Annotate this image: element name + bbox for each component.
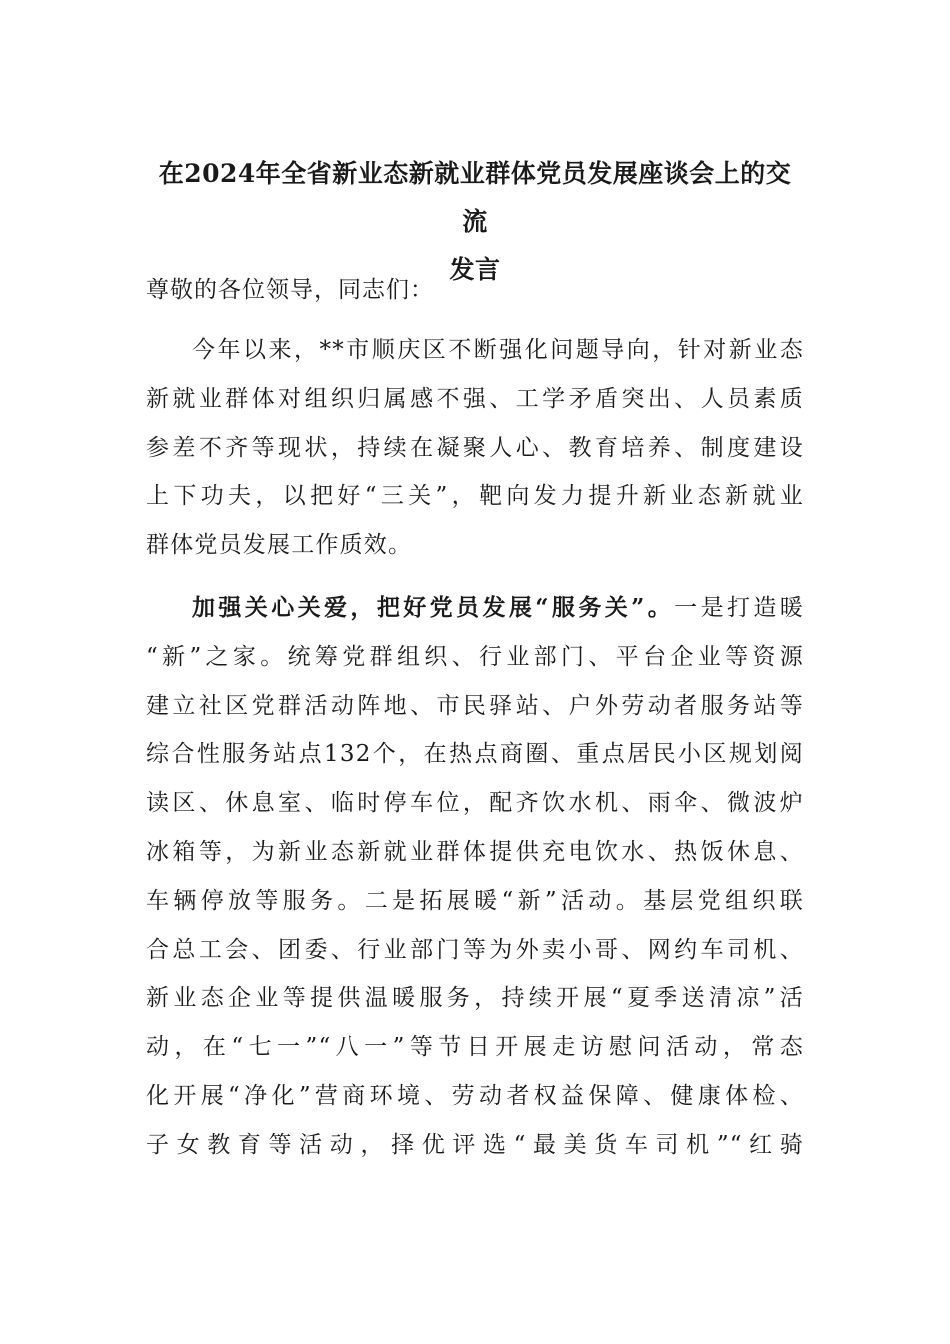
paragraph-line: 新业态企业等提供温暖服务，持续开展“夏季送清凉”活 [146,985,804,1012]
paragraph-line: 上下功夫，以把好“三关”，靶向发力提升新业态新就业 [146,483,804,510]
section-heading: 加强关心关爱，把好党员发展“服务关”。 [192,594,675,621]
title-line-1: 在2024年全省新业态新就业群体党员发展座谈会上的交流 [158,159,792,236]
salutation: 尊敬的各位领导，同志们： [146,277,434,303]
paragraph-line: 群体党员发展工作质效。 [146,532,413,559]
paragraph-intro [146,326,804,570]
paragraph-line: 综合性服务站点132个，在热点商圈、重点居民小区规划阅 [146,741,804,768]
paragraph-line: 参差不齐等现状，持续在凝聚人心、教育培养、制度建设 [146,434,804,461]
paragraph-line: 今年以来，**市顺庆区不断强化问题导向，针对新业态 [192,337,804,363]
paragraph-service [146,584,804,1170]
paragraph-line: 读区、休息室、临时停车位，配齐饮水机、雨伞、微波炉 [146,790,804,817]
paragraph-line: 建立社区党群活动阵地、市民驿站、户外劳动者服务站等 [146,692,804,719]
paragraph-line: 动，在“七一”“八一”等节日开展走访慰问活动，常态 [146,1034,804,1061]
paragraph-line: 车辆停放等服务。二是拓展暖“新”活动。基层党组织联 [146,887,804,914]
paragraph-line: 新就业群体对组织归属感不强、工学矛盾突出、人员素质 [146,385,804,412]
paragraph-line: 冰箱等，为新业态新就业群体提供充电饮水、热饭休息、 [146,838,804,865]
paragraph-first-line [146,584,804,633]
title-line-2: 发言 [449,255,501,284]
heading-continuation: 一是打造暖 [674,595,804,621]
paragraph-line: “新”之家。统筹党群组织、行业部门、平台企业等资源 [146,643,804,670]
paragraph-line: 化开展“净化”营商环境、劳动者权益保障、健康体检、 [146,1082,804,1109]
paragraph-line: 子女教育等活动，择优评选“最美货车司机”“红骑 [146,1131,804,1158]
paragraph-line: 合总工会、团委、行业部门等为外卖小哥、网约车司机、 [146,936,804,963]
